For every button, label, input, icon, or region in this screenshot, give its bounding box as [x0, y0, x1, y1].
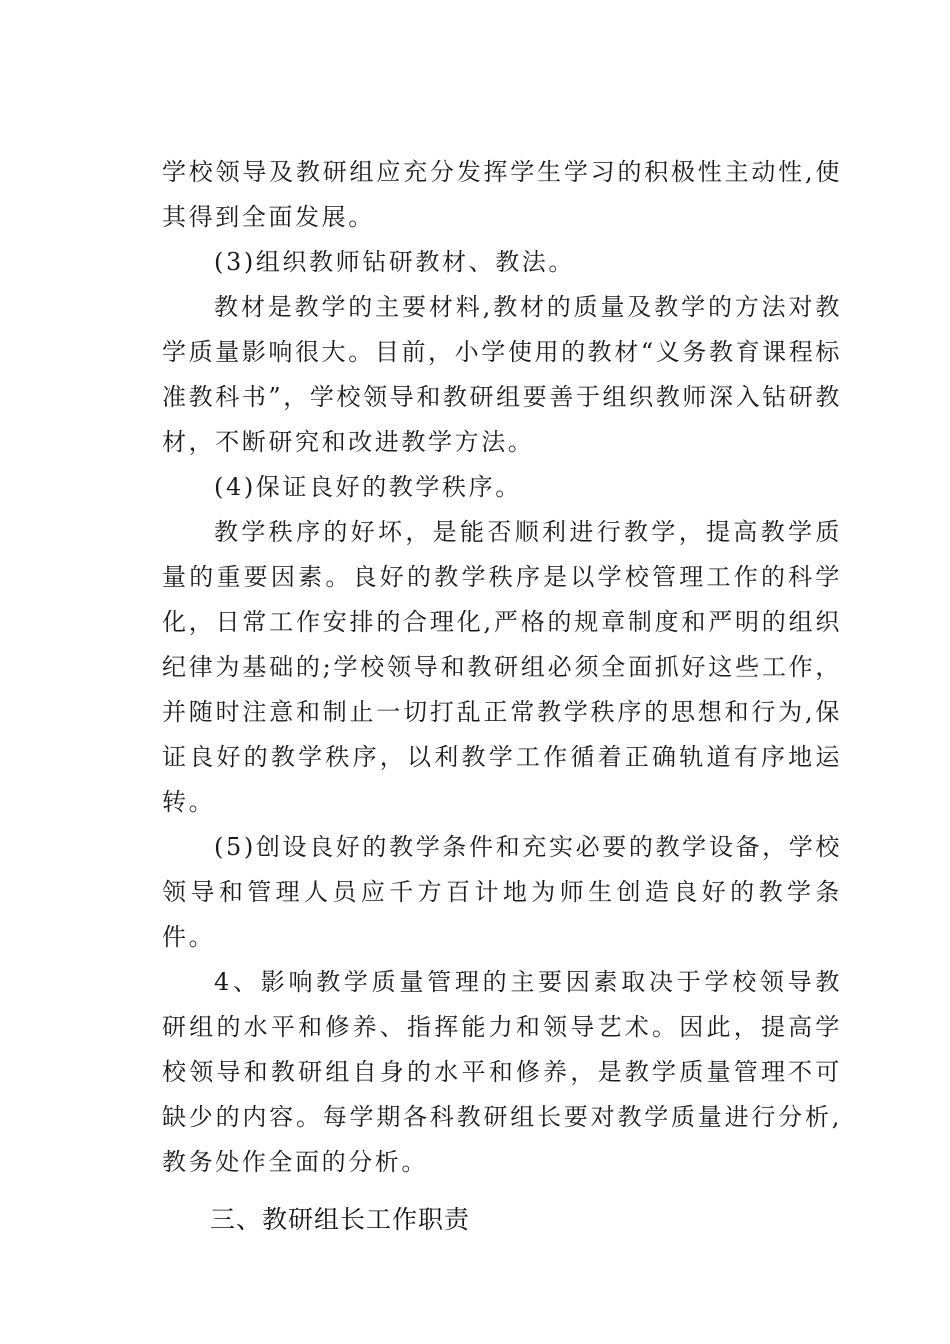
section-heading: 三、教研组长工作职责	[210, 1205, 471, 1234]
paragraph-item-5: (5)创设良好的教学条件和充实必要的教学设备，学校领导和管理人员应千方百计地为师生创造良好的教学条件。	[162, 833, 842, 951]
paragraph-textbook-body: 教材是教学的主要材料,教材的质量及教学的方法对教学质量影响很大。目前，小学使用的教材“义务教育课程标准教科书”，学校领导和教研组要善于组织教师深入钻研教材，不断研究和改进教学方法。	[162, 293, 842, 456]
paragraph-item-4-heading: (4)保证良好的教学秩序。	[214, 473, 522, 501]
document-page	[162, 150, 842, 1242]
paragraph-item-3-heading: (3)组织教师钻研教材、教法。	[214, 248, 575, 276]
paragraph-continuation: 学校领导及教研组应充分发挥学生学习的积极性主动性,使其得到全面发展。	[162, 158, 842, 231]
paragraph-item-4-factors: 4、影响教学质量管理的主要因素取决于学校领导教研组的水平和修养、指挥能力和领导艺术。因此，提高学校领导和教研组自身的水平和修养，是教学质量管理不可缺少的内容。每学期各科教研组长要对教学质量进行分析,教务处作全面的分析。	[162, 968, 842, 1176]
paragraph-order-body: 教学秩序的好坏，是能否顺利进行教学，提高教学质量的重要因素。良好的教学秩序是以学校管理工作的科学化，日常工作安排的合理化,严格的规章制度和严明的组织纪律为基础的;学校领导和教研组必须全面抓好这些工作，并随时注意和制止一切打乱正常教学秩序的思想和行为,保证良好的教学秩序，以利教学工作循着正确轨道有序地运转。	[162, 518, 842, 816]
